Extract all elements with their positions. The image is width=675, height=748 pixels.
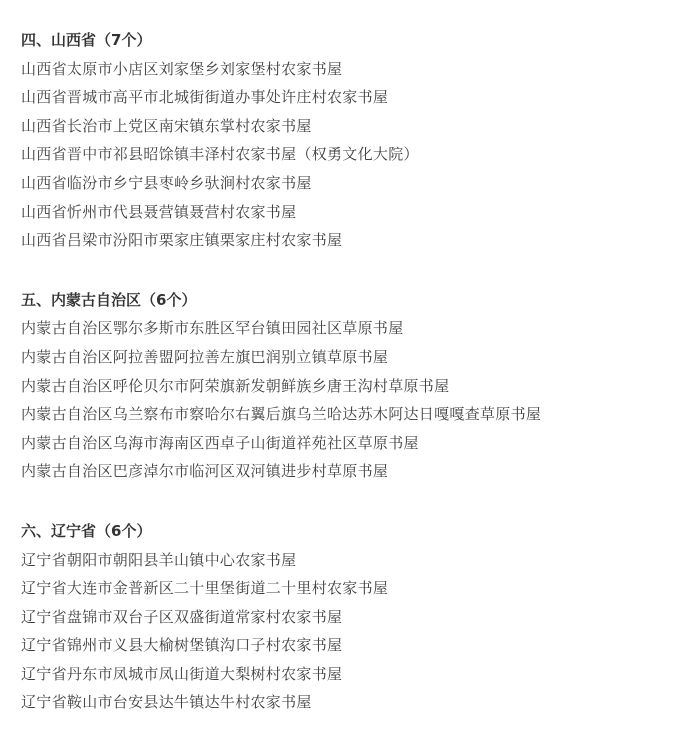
section-liaoning — [21, 517, 675, 717]
list-item: 辽宁省盘锦市双台子区双盛街道常家村农家书屋 — [21, 607, 343, 626]
list-item: 山西省临汾市乡宁县枣岭乡驮涧村农家书屋 — [21, 173, 312, 192]
list-item: 山西省太原市小店区刘家堡乡刘家堡村农家书屋 — [21, 59, 343, 78]
list-item: 内蒙古自治区乌海市海南区西卓子山街道祥苑社区草原书屋 — [21, 433, 419, 452]
list-item: 辽宁省锦州市义县大榆树堡镇沟口子村农家书屋 — [21, 636, 343, 655]
section-inner-mongolia — [21, 286, 675, 486]
list-item: 山西省吕梁市汾阳市栗家庄镇栗家庄村农家书屋 — [21, 231, 343, 250]
section-heading: 四、山西省（7个） — [21, 31, 152, 49]
list-item: 辽宁省丹东市凤城市凤山街道大梨树村农家书屋 — [21, 664, 343, 683]
list-item: 内蒙古自治区巴彦淖尔市临河区双河镇进步村草原书屋 — [21, 462, 389, 481]
list-item: 山西省长治市上党区南宋镇东掌村农家书屋 — [21, 116, 312, 135]
list-item: 内蒙古自治区乌兰察布市察哈尔右翼后旗乌兰哈达苏木阿达日嘎嘎查草原书屋 — [21, 405, 542, 424]
section-heading: 六、辽宁省（6个） — [21, 521, 152, 540]
section-heading: 五、内蒙古自治区（6个） — [21, 290, 197, 309]
list-item: 辽宁省鞍山市台安县达牛镇达牛村农家书屋 — [21, 693, 312, 712]
section-shanxi — [21, 26, 675, 255]
list-item: 山西省晋中市祁县昭馀镇丰泽村农家书屋（权勇文化大院） — [21, 145, 419, 164]
list-item: 辽宁省大连市金普新区二十里堡街道二十里村农家书屋 — [21, 579, 389, 598]
list-item: 山西省忻州市代县聂营镇聂营村农家书屋 — [21, 202, 297, 221]
list-item: 内蒙古自治区阿拉善盟阿拉善左旗巴润别立镇草原书屋 — [21, 347, 389, 366]
list-item: 辽宁省朝阳市朝阳县羊山镇中心农家书屋 — [21, 550, 297, 569]
list-item: 山西省晋城市高平市北城街街道办事处许庄村农家书屋 — [21, 88, 389, 107]
list-item: 内蒙古自治区呼伦贝尔市阿荣旗新发朝鲜族乡唐王沟村草原书屋 — [21, 376, 450, 395]
list-item: 内蒙古自治区鄂尔多斯市东胜区罕台镇田园社区草原书屋 — [21, 319, 404, 338]
